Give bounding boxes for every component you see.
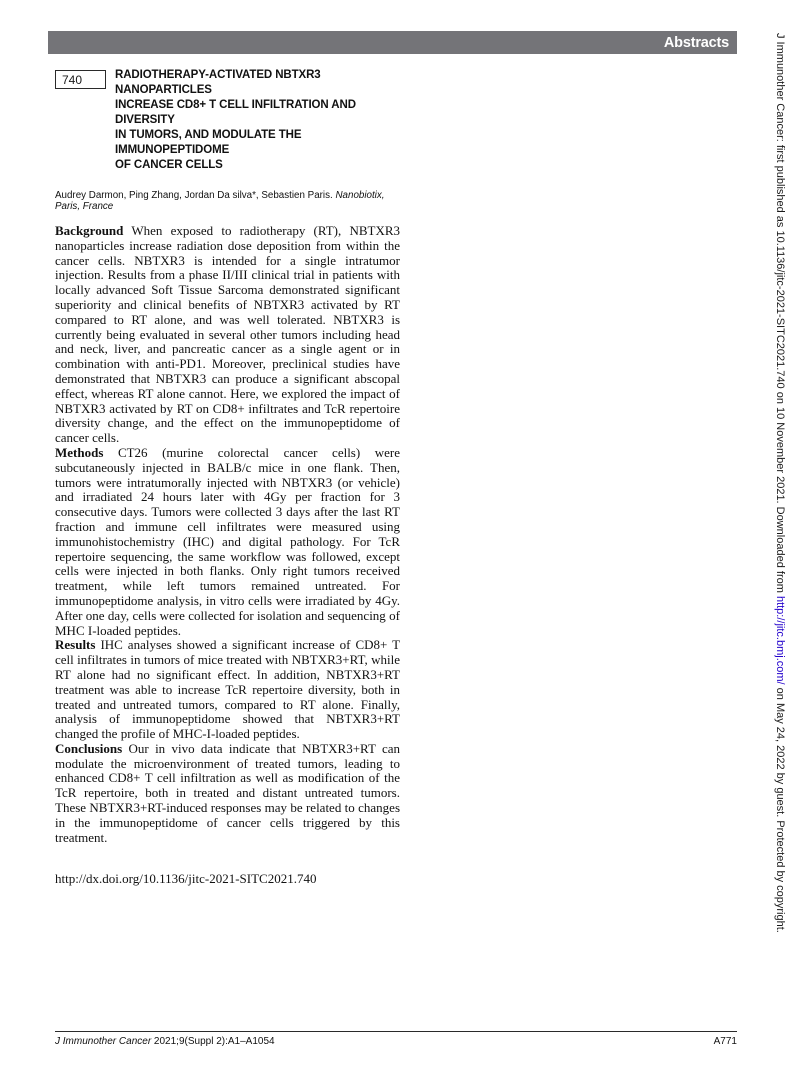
- abstract-title-line-3: IN TUMORS, AND MODULATE THE IMMUNOPEPTIDOME: [115, 129, 302, 156]
- background-paragraph: [55, 224, 400, 446]
- copyright-sidebar-suffix: on May 24, 2022 by guest. Protected by copyright.: [774, 684, 786, 933]
- methods-paragraph: [55, 446, 400, 638]
- results-label: Results: [55, 637, 96, 653]
- conclusions-paragraph: [55, 742, 400, 846]
- background-label: Background: [55, 223, 124, 238]
- abstract-title-line-1: RADIOTHERAPY-ACTIVATED NBTXR3 NANOPARTICLES: [115, 69, 321, 96]
- footer-citation: [55, 1036, 275, 1047]
- authors-line: [55, 190, 400, 212]
- conclusions-text: Our in vivo data indicate that NBTXR3+RT can modulate the microenvironment of treated tumors, leading to enhanced CD8+ T cell infiltration as well as modification of the TcR repertoire, both in treated and distant untreated tumors. These NBTXR3+RT-induced responses may be related to changes in the immunopeptidome of cancer cells triggered by this treatment.: [55, 740, 401, 845]
- results-text: IHC analyses showed a significant increase of CD8+ T cell infiltrates in tumors of mice treated with NBTXR3+RT, while RT alone had no significant effect. In addition, NBTXR3+RT treatment was able to increase TcR repertoire diversity, both in treated and untreated tumors, compared to RT alone. Finally, analysis of immunopeptidome showed that NBTXR3+RT changed the profile of MHC-I-loaded peptides.: [55, 637, 401, 742]
- abstracts-header-bar: [48, 31, 737, 54]
- background-text: When exposed to radiotherapy (RT), NBTXR3 nanoparticles increase radiation dose deposition from within the cancer cells. NBTXR3 is intended for a single intratumor injection. Results from a phase II/III clinical trial in patients with locally advanced Soft Tissue Sarcoma demonstrated significant superiority and clinical benefits of NBTXR3 activated by RT compared to RT alone, and was well tolerated. NBTXR3 is currently being evaluated in several other tumors including head and neck, liver, and pancreatic cancer as a single agent or in combination with anti-PD1. Moreover, preclinical studies have demonstrated that NBTXR3 can produce a significant abscopal effect, whereas RT alone cannot. Here, we explored the impact of NBTXR3 activated by RT on CD8+ infiltrates and TcR repertoire diversity change, and the effect on the immunopeptidome of cancer cells.: [55, 223, 400, 446]
- conclusions-label: Conclusions: [55, 740, 123, 756]
- copyright-sidebar-prefix: J Immunother Cancer: first published as 10.1136/jitc-2021-SITC2021.740 on 10 November 2021. Downloaded from: [774, 33, 786, 596]
- abstract-title-line-2: INCREASE CD8+ T CELL INFILTRATION AND DIVERSITY: [115, 99, 356, 126]
- methods-text: CT26 (murine colorectal cancer cells) were subcutaneously injected in BALB/c mice in one flank. Then, tumors were intratumorally injected with NBTXR3 (or vehicle) and irradiated 24 hours later with 4Gy per fraction for 3 consecutive days. Tumors were collected 3 days after the last RT fraction and immune cell infiltrates were measured using immunohistochemistry (IHC) and digital pathology. For TcR repertoire sequencing, the same workflow was followed, except cells were injected in both flanks. Only right tumors received treatment, while left tumors remained untreated. For immunopeptidome analysis, in vitro cells were irradiated by 4Gy. After one day, cells were collected for isolation and sequencing of MHC I-loaded peptides.: [55, 444, 400, 638]
- abstract-number-box: [55, 70, 106, 89]
- abstract-body: [55, 224, 400, 845]
- authors-names: Audrey Darmon, Ping Zhang, Jordan Da silva*, Sebastien Paris.: [55, 190, 333, 201]
- abstract-head: [55, 68, 400, 173]
- authors-affiliation: Nanobiotix, Paris, France: [55, 190, 385, 212]
- results-paragraph: [55, 638, 400, 742]
- abstract-title: [115, 68, 400, 173]
- footer-page-number: A771: [713, 1036, 737, 1047]
- footer-citation-rest: 2021;9(Suppl 2):A1–A1054: [151, 1036, 275, 1047]
- abstract-number: 740: [62, 72, 83, 87]
- abstract-column: [55, 68, 400, 888]
- abstract-title-line-4: OF CANCER CELLS: [115, 159, 223, 171]
- footer-journal-name: J Immunother Cancer: [55, 1036, 152, 1047]
- copyright-sidebar: [766, 33, 786, 1063]
- abstracts-header-label: Abstracts: [663, 34, 729, 51]
- doi-link[interactable]: http://dx.doi.org/10.1136/jitc-2021-SITC2021.740: [55, 871, 317, 887]
- sidebar-journal-link[interactable]: http://jitc.bmj.com/: [774, 595, 786, 685]
- page-footer: [55, 1031, 737, 1047]
- methods-label: Methods: [55, 444, 104, 460]
